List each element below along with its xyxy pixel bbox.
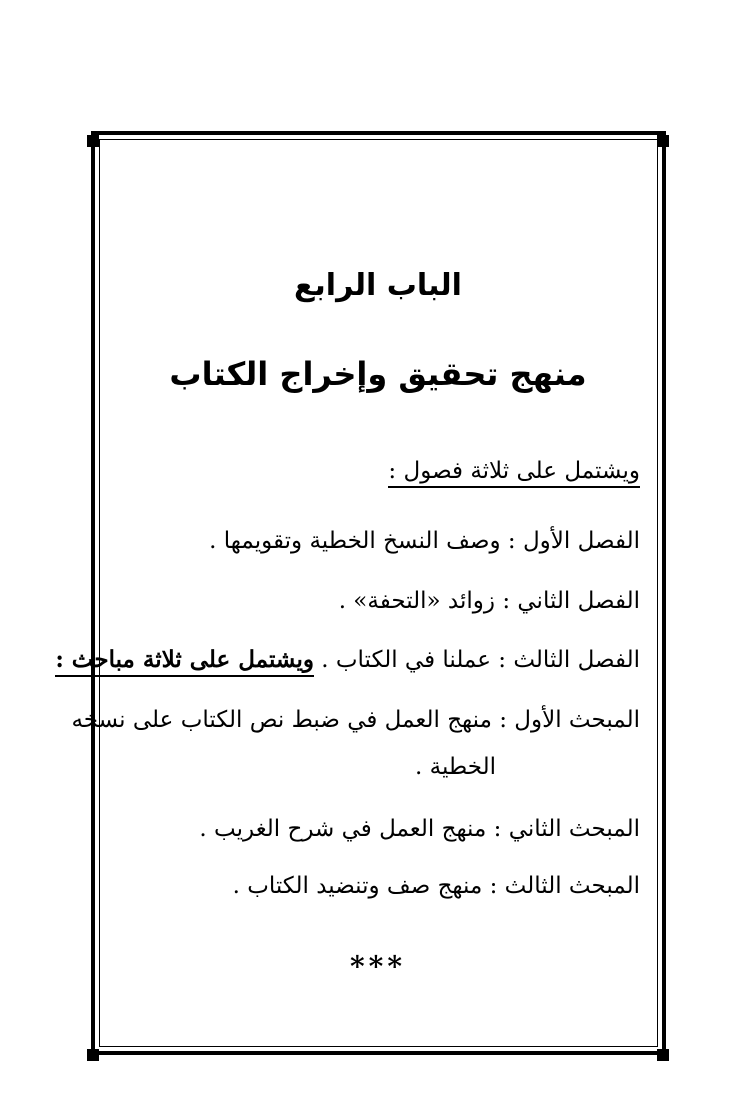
corner-ornament-bottom-left <box>87 1049 99 1061</box>
section-2-label: المبحث الثاني : <box>493 816 640 842</box>
chapter-3-text: عملنا في الكتاب . <box>313 647 491 673</box>
corner-ornament-top-right <box>657 135 669 147</box>
section-2 <box>199 814 640 844</box>
page-content <box>55 140 656 1046</box>
corner-ornament-top-left <box>87 135 99 147</box>
section-1-text: منهج العمل في ضبط نص الكتاب على نسخه <box>71 707 492 733</box>
section-1 <box>71 705 640 735</box>
corner-ornament-bottom-right <box>657 1049 669 1061</box>
intro-line <box>388 456 640 486</box>
chapter-3 <box>55 645 640 675</box>
page-title: الباب الرابع <box>294 268 462 303</box>
chapter-2-text: زوائد «التحفة» . <box>338 588 495 614</box>
section-1-label: المبحث الأول : <box>499 707 640 733</box>
ornament-stars: *** <box>350 950 406 983</box>
chapter-3-extra: ويشتمل على ثلاثة مباحث : <box>55 646 314 677</box>
chapter-1-text: وصف النسخ الخطية وتقويمها . <box>209 528 501 554</box>
chapter-2-label: الفصل الثاني : <box>502 588 640 614</box>
intro-text: ويشتمل على ثلاثة فصول : <box>388 458 640 488</box>
chapter-1 <box>209 526 640 556</box>
section-3-label: المبحث الثالث : <box>489 873 640 899</box>
page-subtitle: منهج تحقيق وإخراج الكتاب <box>169 355 587 393</box>
section-1-continuation: الخطية . <box>414 754 496 780</box>
section-3 <box>233 871 640 901</box>
chapter-2 <box>339 586 640 616</box>
section-2-text: منهج العمل في شرح الغريب . <box>199 816 487 842</box>
chapter-3-label: الفصل الثالث : <box>498 647 640 673</box>
chapter-1-label: الفصل الأول : <box>507 528 640 554</box>
section-3-text: منهج صف وتنضيد الكتاب . <box>232 873 483 899</box>
